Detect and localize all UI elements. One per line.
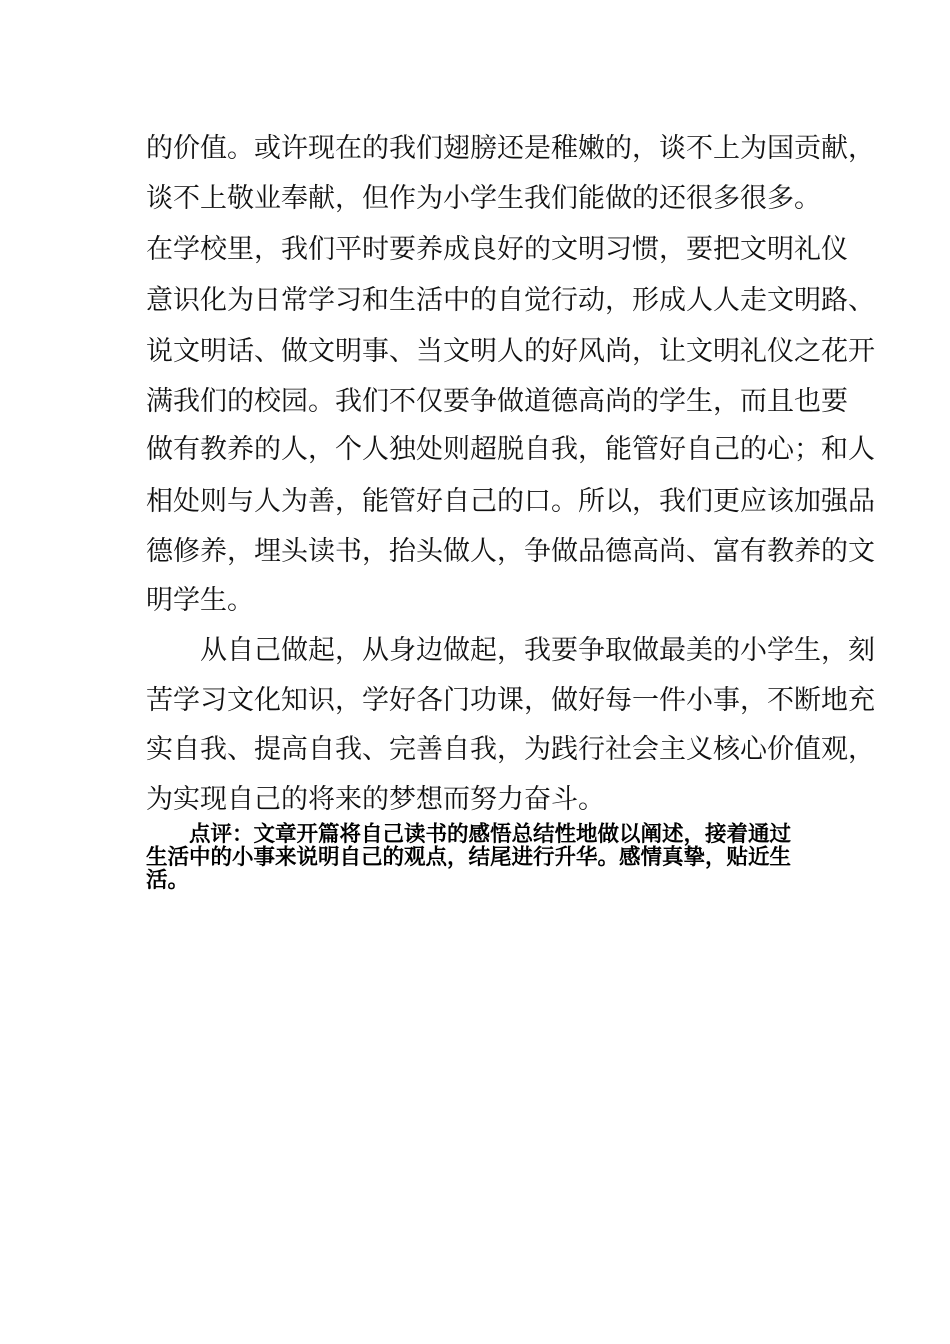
- body-line: 苦学习文化知识，学好各门功课，做好每一件小事，不断地充: [146, 685, 875, 716]
- body-line: 在学校里，我们平时要养成良好的文明习惯，要把文明礼仪: [146, 234, 848, 265]
- comment-line: 活。: [146, 868, 190, 893]
- body-line: 明学生。: [146, 585, 254, 616]
- body-line: 做有教养的人，个人独处则超脱自我，能管好自己的心；和人: [146, 434, 875, 465]
- comment-line: 生活中的小事来说明自己的观点，结尾进行升华。感情真挚，贴近生: [146, 845, 792, 870]
- body-line: 的价值。或许现在的我们翅膀还是稚嫩的，谈不上为国贡献，: [146, 133, 875, 164]
- comment-line: 点评：文章开篇将自己读书的感悟总结性地做以阐述，接着通过: [146, 822, 792, 847]
- body-line: 意识化为日常学习和生活中的自觉行动，形成人人走文明路、: [146, 285, 875, 316]
- body-line: 相处则与人为善，能管好自己的口。所以，我们更应该加强品: [146, 486, 875, 517]
- body-line: 满我们的校园。我们不仅要争做道德高尚的学生，而且也要: [146, 386, 848, 417]
- body-line: 实自我、提高自我、完善自我，为践行社会主义核心价值观，: [146, 734, 875, 765]
- body-line: 德修养，埋头读书，抬头做人，争做品德高尚、富有教养的文: [146, 536, 875, 567]
- body-line: 为实现自己的将来的梦想而努力奋斗。: [146, 784, 605, 815]
- body-line: 说文明话、做文明事、当文明人的好风尚，让文明礼仪之花开: [146, 336, 875, 367]
- body-line: 谈不上敬业奉献，但作为小学生我们能做的还很多很多。: [146, 183, 821, 214]
- body-line: 从自己做起，从身边做起，我要争取做最美的小学生，刻: [146, 635, 875, 666]
